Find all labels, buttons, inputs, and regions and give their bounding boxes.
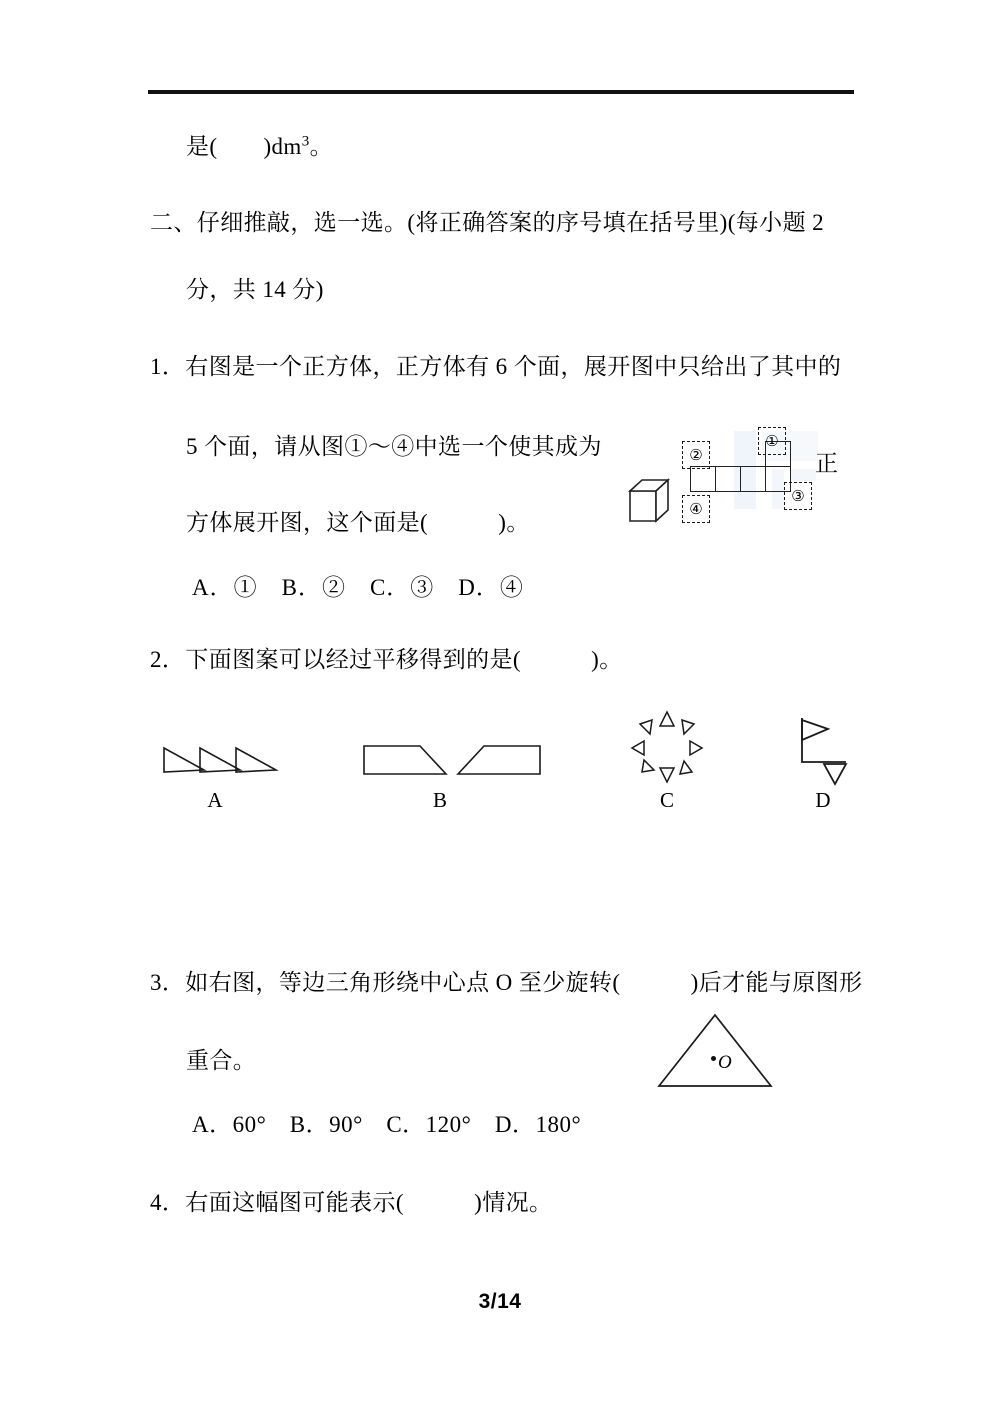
- question-3-line-2: 重合。: [186, 1048, 257, 1073]
- option-c-figure: [622, 706, 712, 786]
- center-point-dot: [711, 1056, 716, 1061]
- equilateral-triangle-figure: [655, 1012, 785, 1092]
- option-d-label: D: [815, 788, 831, 812]
- option-c-label: C: [659, 788, 674, 812]
- cube-3d-icon: [628, 477, 672, 525]
- net-cell-1: [690, 466, 716, 492]
- question-1-line-2: 5 个面，请从图①～④中选一个使其成为: [186, 434, 602, 459]
- net-option-label-4: ④: [689, 499, 703, 518]
- question-2-line-1: 2．下面图案可以经过平移得到的是( )。: [150, 647, 623, 672]
- option-b-figure: [362, 742, 542, 780]
- net-option-label-3: ③: [791, 486, 805, 505]
- net-cell-2: [715, 466, 741, 492]
- center-point-label: O: [718, 1052, 732, 1073]
- question-1-options: A．① B．② C．③ D．④: [192, 575, 524, 600]
- triangle-shape: [655, 1012, 775, 1090]
- option-a-label: A: [207, 788, 223, 812]
- page-top-rule: [148, 90, 854, 94]
- section-heading-line-1: 二、仔细推敲，选一选。(将正确答案的序号填在括号里)(每小题 2: [150, 210, 825, 235]
- net-option-label-2: ②: [689, 445, 703, 464]
- cube-net-figure: [610, 425, 860, 540]
- question-1-line-3: 方体展开图，这个面是( )。: [186, 510, 530, 535]
- carryover-exponent: 3: [301, 133, 310, 150]
- question-4-line-1: 4．右面这幅图可能表示( )情况。: [150, 1190, 553, 1215]
- net-option-label-1: ①: [765, 431, 779, 450]
- net-option-box-2[interactable]: [682, 441, 710, 469]
- page-number-footer: 3/14: [478, 1290, 522, 1313]
- carryover-period: 。: [309, 134, 334, 159]
- section-heading-line-2: 分，共 14 分): [186, 277, 324, 302]
- question-3-line-1: 3．如右图，等边三角形绕中心点 O 至少旋转( )后才能与原图形: [150, 970, 863, 995]
- question-2-option-figures: [150, 700, 860, 810]
- question-3-options: A．60° B．90° C．120° D．180°: [192, 1112, 582, 1137]
- carryover-suffix: )dm: [263, 134, 302, 159]
- carryover-prefix: 是(: [186, 134, 218, 159]
- net-cell-3: [740, 466, 766, 492]
- question-1-line-1: 1．右图是一个正方体，正方体有 6 个面，展开图中只给出了其中的: [150, 354, 842, 379]
- net-option-box-3[interactable]: [784, 482, 812, 510]
- net-option-box-1[interactable]: [758, 427, 786, 455]
- net-option-box-4[interactable]: [682, 495, 710, 523]
- option-b-label: B: [432, 788, 447, 812]
- question-1-line-2-tail: 正: [815, 451, 838, 476]
- carryover-fill-in-line: [186, 132, 333, 162]
- option-a-figure: [160, 742, 280, 780]
- option-d-figure: [790, 714, 862, 786]
